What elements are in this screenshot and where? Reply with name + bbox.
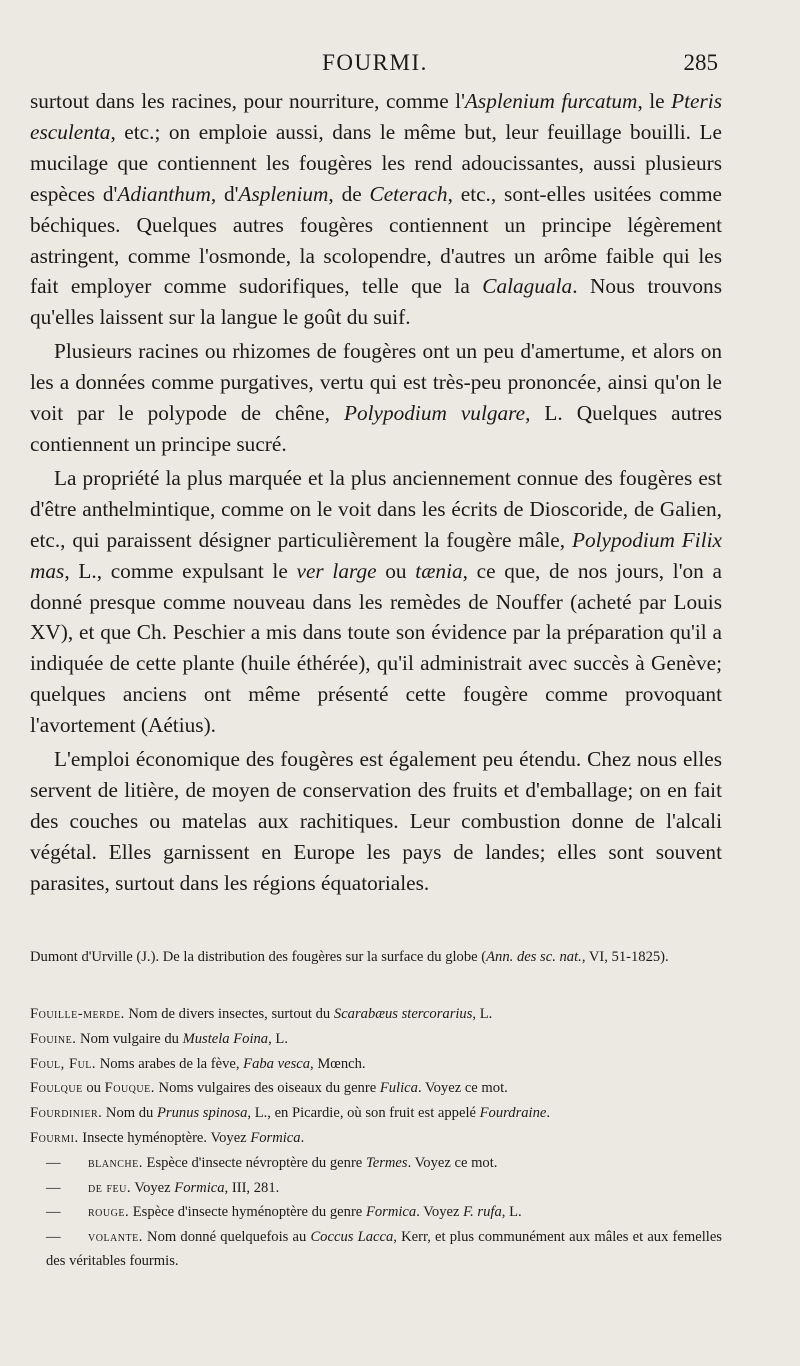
bibliographic-reference: Dumont d'Urville (J.). De la distribution des fougères sur la surface du globe (Ann. des sc. nat., VI, 51-1825).: [30, 949, 669, 965]
entry-fourmi: Fourmi. Insecte hyménoptère. Voyez Formica.: [30, 1129, 305, 1146]
dictionary-entries: [30, 1003, 722, 1275]
page-number: 285: [683, 50, 718, 75]
paragraph-3: La propriété la plus marquée et la plus anciennement connue des fougères est d'être anthelmintique, comme on le voit dans les écrits de Dioscoride, de Galien, etc., qui paraissent désigner particulièrement la fougère mâle, Polypodium Filix mas, L., comme expulsant le ver large ou tænia, ce que, de nos jours, l'on a donné presque comme nouveau dans les remèdes de Nouffer (acheté par Louis XV), et que Ch. Peschier a mis dans toute son évidence par la préparation qu'il a indiquée de cette plante (huile éthérée), qu'il administrait avec succès à Genève; quelques anciens ont même présenté cette fougère comme provoquant l'avortement (Aétius).: [30, 465, 722, 738]
entry-fourmi-blanche: — blanche. Espèce d'insecte névroptère du genre Termes. Voyez ce mot.: [46, 1154, 498, 1171]
entry-fourmi-rouge: — rouge. Espèce d'insecte hyménoptère du genre Formica. Voyez F. rufa, L.: [46, 1204, 522, 1221]
running-title: FOURMI.: [322, 50, 428, 75]
paragraph-2: Plusieurs racines ou rhizomes de fougères ont un peu d'amertume, et alors on les a données comme purgatives, vertu qui est très-peu prononcée, ainsi qu'on le voit par le polypode de chêne, Polypodium vulgare, L. Quelques autres contiennent un principe sucré.: [30, 339, 722, 456]
entry-foul: Foul, Ful. Noms arabes de la fève, Faba vesca, Mœnch.: [30, 1055, 366, 1072]
paragraph-4: L'emploi économique des fougères est également peu étendu. Chez nous elles servent de litière, de moyen de conservation des fruits et d'emballage; on en fait des couches ou matelas aux rachitiques. Leur combustion donne de l'alcali végétal. Elles garnissent en Europe les pays de landes; elles sont souvent parasites, surtout dans les régions équatoriales.: [30, 747, 722, 895]
main-text: [30, 86, 722, 899]
entry-fourmi-volante: — volante. Nom donné quelquefois au Coccus Lacca, Kerr, et plus communément aux mâles et aux femelles des véritables fourmis.: [46, 1229, 722, 1269]
entry-foulque: Foulque ou Fouque. Noms vulgaires des oiseaux du genre Fulica. Voyez ce mot.: [30, 1080, 508, 1097]
entry-fourdinier: Fourdinier. Nom du Prunus spinosa, L., en Picardie, où son fruit est appelé Fourdraine.: [30, 1105, 551, 1122]
entry-fouille-merde: Fouille-merde. Nom de divers insectes, surtout du Scarabæus stercorarius, L.: [30, 1006, 493, 1022]
page-header: [30, 50, 720, 82]
entry-fourmi-de-feu: — de feu. Voyez Formica, III, 281.: [46, 1179, 280, 1196]
entry-fouine: Fouine. Nom vulgaire du Mustela Foina, L.: [30, 1030, 288, 1047]
paragraph-1: surtout dans les racines, pour nourriture, comme l'Asplenium furcatum, le Pteris esculenta, etc.; on emploie aussi, dans le même but, leur feuillage bouilli. Le mucilage que contiennent les fougères les rend adoucissantes, aussi plusieurs espèces d'Adianthum, d'Asplenium, de Ceterach, etc., sont-elles usitées comme béchiques. Quelques autres fougères contiennent un principe légèrement astringent, comme l'osmonde, la scolopendre, d'autres un arôme faible qui les fait employer comme sudorifiques, telle que la Calaguala. Nous trouvons qu'elles laissent sur la langue le goût du suif.: [30, 89, 722, 330]
